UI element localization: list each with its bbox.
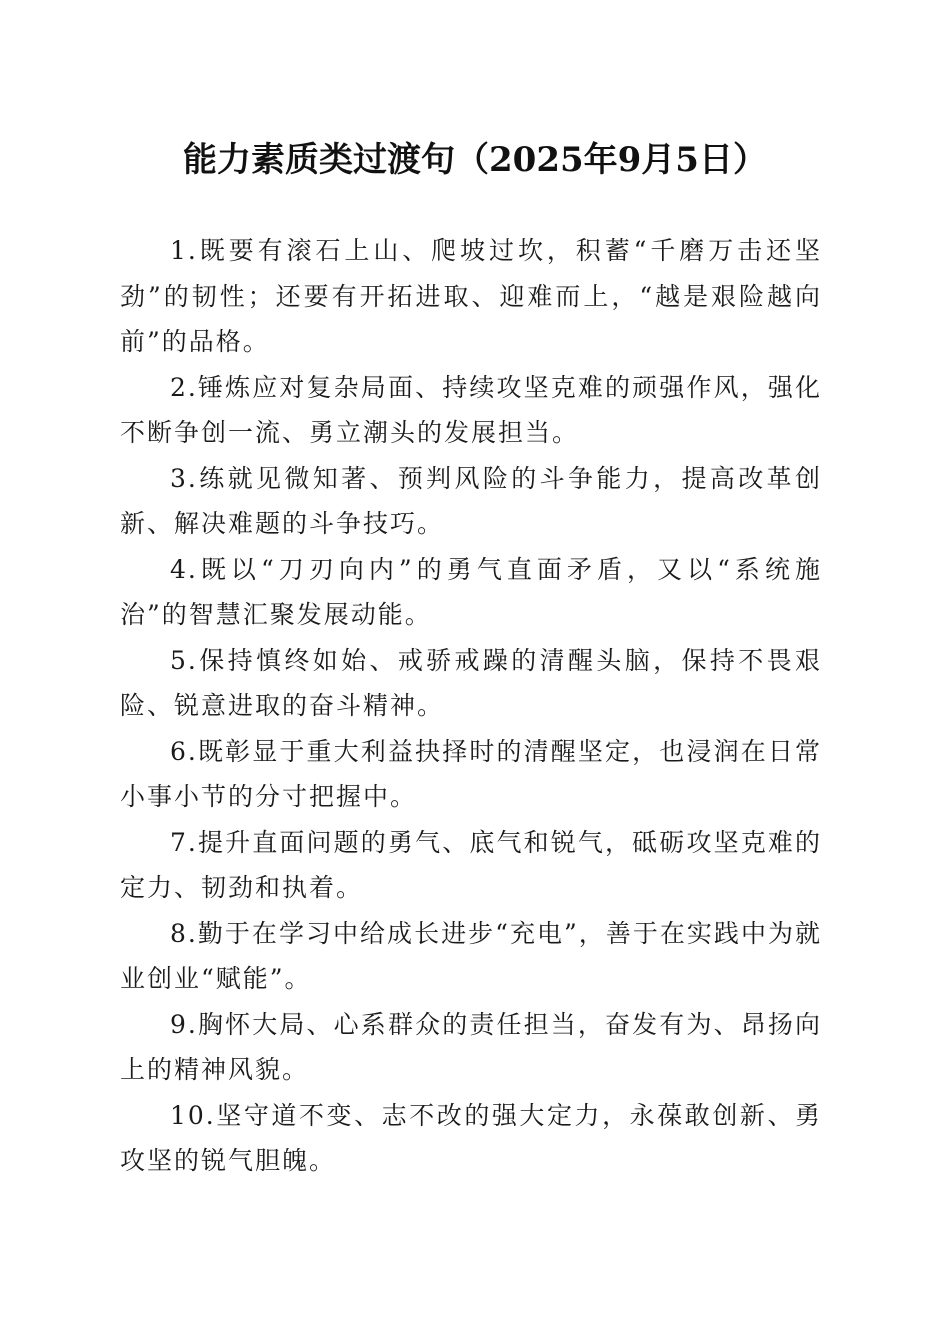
paragraph-4: 4.既以“刀刃向内”的勇气直面矛盾，又以“系统施治”的智慧汇聚发展动能。	[120, 554, 822, 629]
paragraph-1: 1.既要有滚石上山、爬坡过坎，积蓄“千磨万击还坚劲”的韧性；还要有开拓进取、迎难而上，“越是艰险越向前”的品格。	[120, 236, 822, 356]
paragraph-2: 2.锤炼应对复杂局面、持续攻坚克难的顽强作风，强化不断争创一流、勇立潮头的发展担当。	[120, 372, 822, 447]
paragraph-3: 3.练就见微知著、预判风险的斗争能力，提高改革创新、解决难题的斗争技巧。	[120, 463, 822, 538]
paragraph-5: 5.保持慎终如始、戒骄戒躁的清醒头脑，保持不畏艰险、锐意进取的奋斗精神。	[120, 645, 822, 720]
document-body	[120, 228, 822, 1184]
document-title: 能力素质类过渡句（2025年9月5日）	[183, 140, 767, 180]
paragraph-6: 6.既彰显于重大利益抉择时的清醒坚定，也浸润在日常小事小节的分寸把握中。	[120, 736, 822, 811]
paragraph-9: 9.胸怀大局、心系群众的责任担当，奋发有为、昂扬向上的精神风貌。	[120, 1009, 822, 1084]
paragraph-8: 8.勤于在学习中给成长进步“充电”，善于在实践中为就业创业“赋能”。	[120, 918, 822, 993]
paragraph-10: 10.坚守道不变、志不改的强大定力，永葆敢创新、勇攻坚的锐气胆魄。	[120, 1100, 822, 1175]
paragraph-7: 7.提升直面问题的勇气、底气和锐气，砥砺攻坚克难的定力、韧劲和执着。	[120, 827, 822, 902]
